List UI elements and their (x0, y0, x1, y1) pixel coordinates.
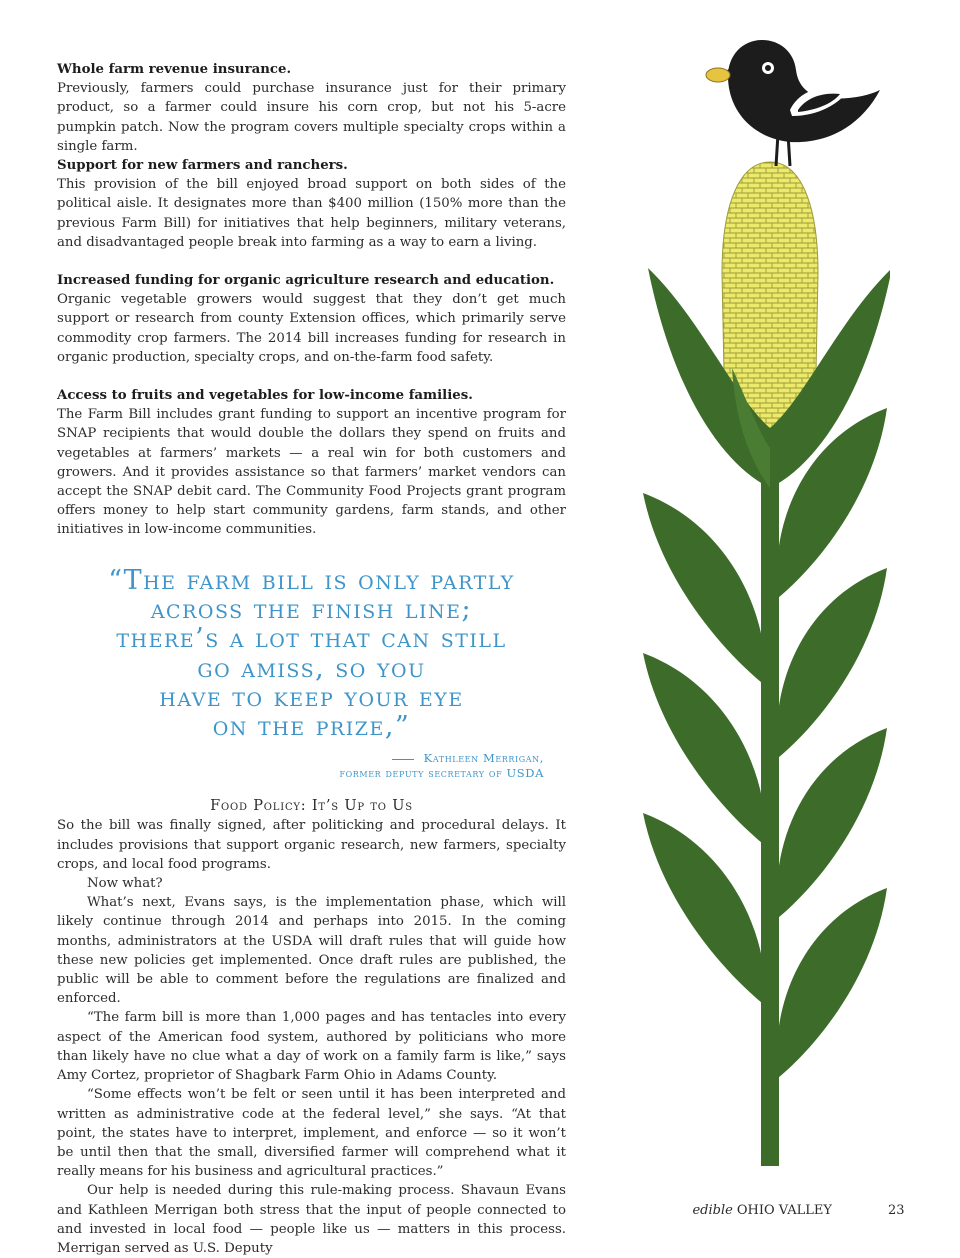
section-organic-research (57, 271, 566, 367)
bird-pupil (765, 65, 771, 71)
body-paragraph: Now what? (87, 876, 163, 892)
stalk (761, 478, 779, 1166)
leaf-right (778, 728, 887, 918)
body-paragraph: Our help is needed during this rule-making process. Shavaun Evans and Kathleen Merrigan both stress that the input of people connected to and invested in local food — people like us — matters in this process. Merrigan served as U.S. Deputy (57, 1183, 566, 1256)
pull-quote (57, 566, 566, 742)
attribution-dash (392, 759, 414, 760)
section-new-farmers (57, 156, 566, 252)
section-body: This provision of the bill enjoyed broad support on both sides of the political aisle. It designates more than $400 million (150% more than the previous Farm Bill) for initiatives that help beginners, military veterans, and disadvantaged people break into farming as a way to earn a living. (57, 177, 566, 250)
leaf-right (778, 888, 887, 1078)
section-heading: Whole farm revenue insurance. (57, 62, 292, 77)
section-snap-access (57, 386, 566, 540)
pull-quote-line: go amiss, so you (197, 652, 426, 684)
page-number: 23 (888, 1203, 905, 1218)
section-revenue-insurance (57, 60, 566, 156)
corn-illustration (640, 38, 890, 1168)
section-body: Organic vegetable growers would suggest that they don’t get much support or research from county Extension offices, which primarily serve commodity crop farmers. The 2014 bill increases funding for research in organic production, specialty crops, and on-the-farm food safety. (57, 292, 566, 365)
pull-quote-attribution (57, 751, 544, 781)
leaf-left (643, 653, 762, 843)
pull-quote-line: on the prize,” (212, 711, 411, 743)
body-paragraph: “The farm bill is more than 1,000 pages and has tentacles into every aspect of the American food system, authored by politicians who more than likely have no clue what a day of work on a family farm is like,” says Amy Cortez, proprietor of Shagbark Farm Ohio in Adams County. (57, 1010, 566, 1084)
section-heading: Access to fruits and vegetables for low-income families. (57, 388, 473, 404)
leaf-left (643, 813, 762, 1003)
body-paragraph: What’s next, Evans says, is the implementation phase, which will likely continue through 2014 and perhaps into 2015. In the coming months, administrators at the USDA will draft rules that will guide how these new policies get implemented. Once draft rules are published, the public will be able to comment before the regulations are finalized and enforced. (57, 895, 566, 1007)
magazine-brand (692, 1203, 832, 1218)
leaf-left (643, 493, 762, 683)
pull-quote-line: there’s a lot that can still (116, 623, 507, 655)
bird-body (728, 40, 880, 142)
corn-stalk-with-bird-icon (640, 38, 890, 1168)
section-heading: Increased funding for organic agriculture research and education. (57, 273, 555, 289)
section-body: The Farm Bill includes grant funding to support an incentive program for SNAP recipients that would double the dollars they spend on fruits and vegetables at farmers’ markets — a real win for both customers and growers. And it provides assistance so that farmers’ market vendors can accept the SNAP debit card. The Community Food Projects grant program offers money to help start community gardens, farm stands, and other initiatives in low-income communities. (57, 407, 566, 538)
kernel-in-beak (706, 68, 730, 82)
brand-name: OHIO VALLEY (736, 1203, 832, 1218)
article-column (57, 60, 566, 1258)
body-paragraph: So the bill was finally signed, after politicking and procedural delays. It includes provisions that support organic research, new farmers, specialty crops, and local food programs. (57, 818, 566, 872)
body-paragraph: “Some effects won’t be felt or seen until it has been interpreted and written as administrative code at the federal level,” she says. “At that point, the states have to interpret, implement, and enforce — so it won’t be until then that the small, diversified farmer will comprehend what it really means for his business and agricultural practices.” (57, 1087, 566, 1180)
pull-quote-line: across the finish line; (150, 593, 473, 625)
pull-quote-line: have to keep your eye (159, 681, 464, 713)
attribution-title: former deputy secretary of USDA (339, 766, 544, 781)
pull-quote-line: “The farm bill is only partly (108, 564, 515, 596)
brand-italic: edible (692, 1203, 733, 1218)
section-body: Previously, farmers could purchase insurance just for their primary product, so a farmer could insure his corn crop, but not his 5-acre pumpkin patch. Now the program covers multiple specialty crops within a single farm. (57, 81, 566, 154)
leaf-right (778, 568, 887, 758)
section-subhead: Food Policy: It’s Up to Us (210, 798, 413, 815)
attribution-name: Kathleen Merrigan, (423, 751, 544, 766)
section-heading: Support for new farmers and ranchers. (57, 158, 348, 174)
